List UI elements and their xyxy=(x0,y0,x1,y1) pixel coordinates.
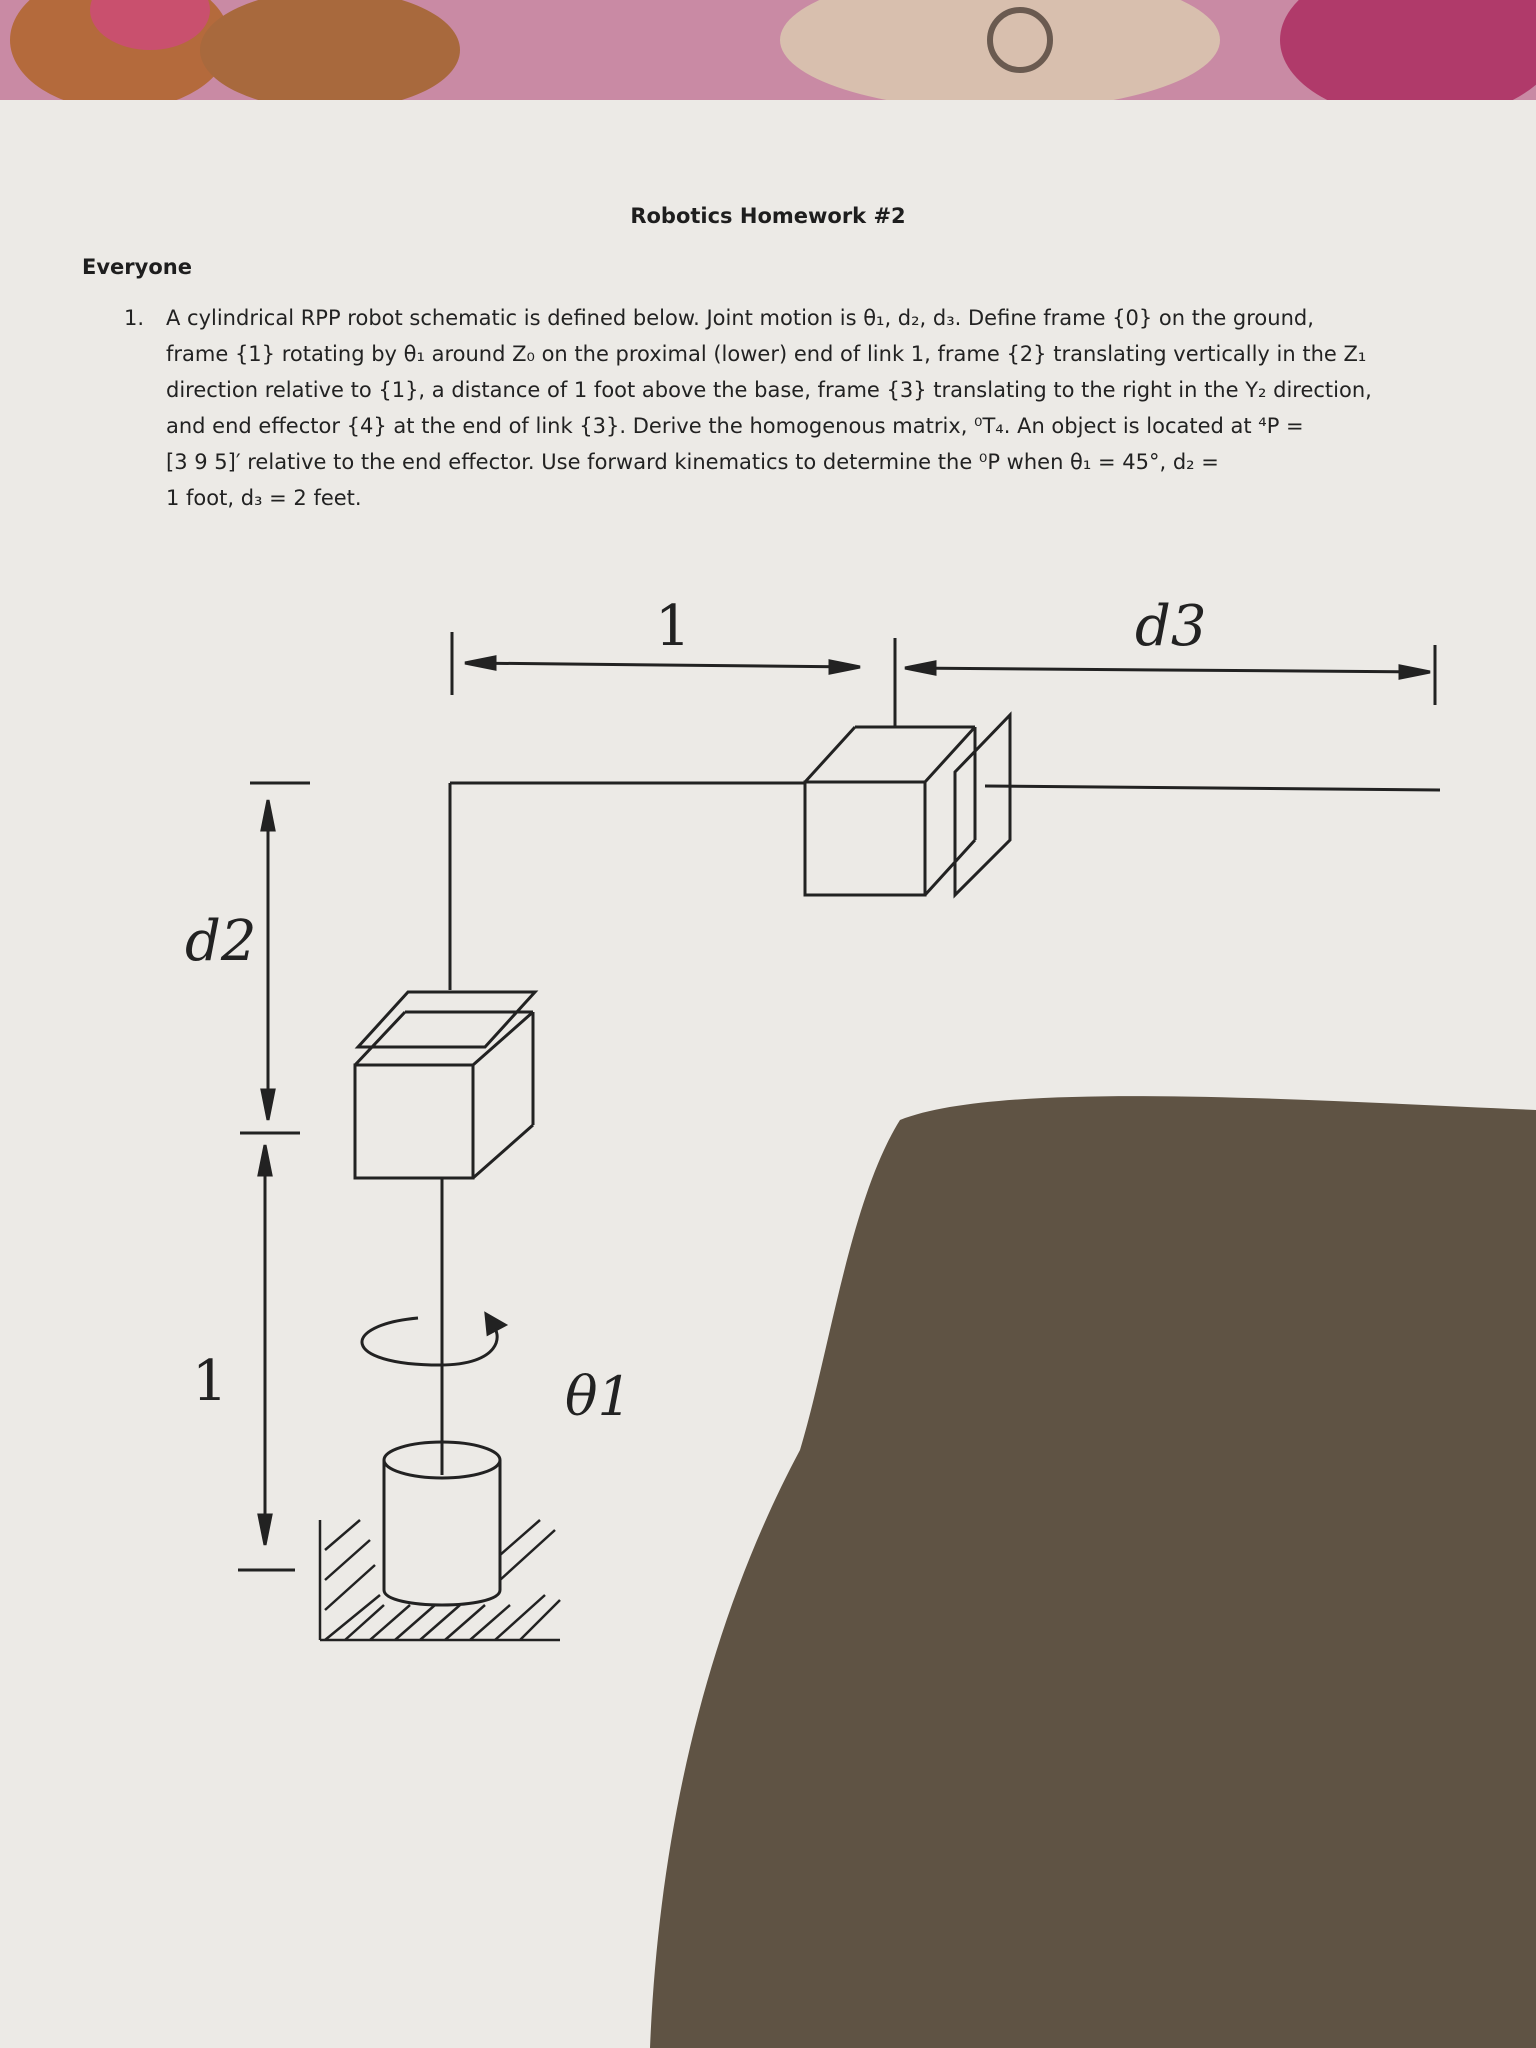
prismatic-joint-2 xyxy=(355,992,535,1178)
problem-line: [3 9 5]′ relative to the end effector. Use forward kinematics to determine the ⁰P when θ₁ = 45°, d₂ = xyxy=(166,450,1219,474)
problem-line: A cylindrical RPP robot schematic is defined below. Joint motion is θ₁, d₂, d₃. Define frame {0} on the ground, xyxy=(166,306,1314,330)
problem-number: 1. xyxy=(124,306,145,330)
problem-line: and end effector {4} at the end of link {3}. Derive the homogenous matrix, ⁰T₄. An object is located at ⁴P = xyxy=(166,414,1304,438)
problem-line: 1 foot, d₃ = 2 feet. xyxy=(166,486,362,510)
problem-line: frame {1} rotating by θ₁ around Z₀ on the proximal (lower) end of link 1, frame {2} translating vertically in the Z₁ xyxy=(166,342,1367,366)
base-height-label: 1 xyxy=(192,1349,228,1414)
prismatic-joint-3 xyxy=(805,700,1010,895)
left-dimension xyxy=(238,783,310,1570)
rpp-robot-schematic xyxy=(0,100,1536,1800)
horizontal-link xyxy=(450,783,1440,990)
d2-label: d2 xyxy=(185,909,257,974)
d3-label: d3 xyxy=(1135,594,1207,659)
theta-label: θ1 xyxy=(565,1365,632,1428)
rotary-joint-1 xyxy=(362,1178,505,1605)
page-title: Robotics Homework #2 xyxy=(630,204,906,228)
section-label: Everyone xyxy=(82,255,192,279)
ground-hatch xyxy=(320,1520,560,1640)
top-dimension xyxy=(452,632,1435,705)
problem-line: direction relative to {1}, a distance of 1 foot above the base, frame {3} translating to the right in the Y₂ direction, xyxy=(166,378,1372,402)
link-length-label: 1 xyxy=(655,594,691,659)
